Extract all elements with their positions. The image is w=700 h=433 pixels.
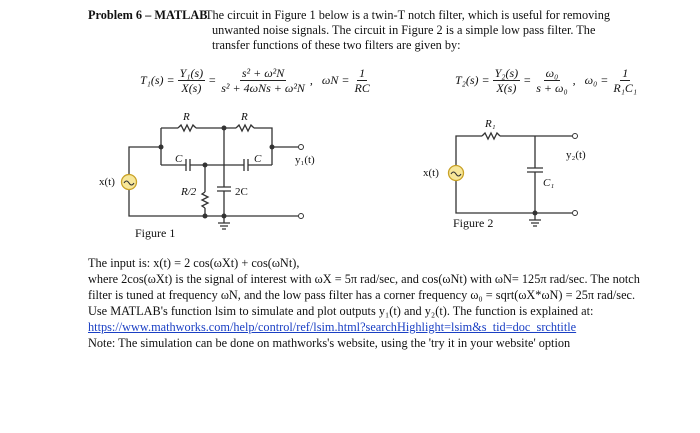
- t1-ratio-num: Y₁(s): [179, 66, 204, 80]
- lsim-doc-link[interactable]: https://www.mathworks.com/help/control/ref/lsim.html?searchHighlight=lsim&s_tid=doc_srchtitle: [88, 320, 577, 334]
- label-input-x1: x(t): [99, 176, 115, 188]
- w0-den: R₁C₁: [613, 81, 638, 95]
- label-output-y1: y₁(t): [295, 154, 315, 166]
- label-r-right: R: [241, 111, 248, 123]
- body-line-2: where 2cos(ωXt) is the signal of interest with ωX = 5π rad/sec, and cos(ωNt) with ωN= 125π rad/sec. The notch: [88, 272, 640, 286]
- transfer-function-2: T₂(s) = $\frac{\text{Y₂(s)}}{X(s)}$ = $\frac{\text{ω₀}}{\text{s + ω₀}}$ , ω₀ = $\frac{1}{\text{R₁C₁}}$: [455, 66, 638, 95]
- label-c-left: C: [175, 153, 183, 165]
- t2-tf-den: s + ω₀: [536, 81, 568, 95]
- figure1-caption: Figure 1: [135, 226, 176, 240]
- wn-lhs: ωN =: [321, 73, 350, 87]
- resistor-r-half: [202, 192, 208, 208]
- t2-lhs: T₂(s) =: [455, 73, 490, 87]
- circuit-nodes: [159, 126, 538, 219]
- t1-lhs: T₁(s) =: [140, 73, 175, 87]
- figure1-circuit: [129, 125, 572, 229]
- body-line-4: Use MATLAB's function lsim to simulate and plot outputs y₁(t) and y₂(t). The function is explained at:: [88, 304, 594, 318]
- label-r-half: R/2: [181, 186, 197, 198]
- t2-ratio-den: X(s): [496, 81, 517, 95]
- label-c-right: C: [254, 153, 262, 165]
- body-line-1: The input is: x(t) = 2 cos(ωXt) + cos(ωNt),: [88, 256, 300, 270]
- t1-tf-den: s² + 4ωNs + ω²N: [221, 81, 305, 95]
- figure2-caption: Figure 2: [453, 216, 494, 230]
- t2-ratio-num: Y₂(s): [494, 66, 519, 80]
- label-r-left: R: [183, 111, 190, 123]
- resistor-r-left: [178, 125, 196, 131]
- label-c1: C₁: [543, 177, 555, 189]
- wn-den: RC: [354, 81, 370, 95]
- transfer-function-1: T₁(s) = $\frac{\text{Y₁(s)}}{X(s)}$ = $\frac{\text{s² + ω²N}}{\text{s² + 4ωNs + ω²N}}$ , ωN = $\frac{1}{RC}$: [140, 66, 370, 95]
- t1-ratio-den: X(s): [181, 81, 202, 95]
- label-r1: R₁: [485, 118, 496, 130]
- problem-heading: Problem 6 – MATLAB: [88, 8, 208, 22]
- body-line-3: filter is tuned at frequency ωN, and the low pass filter has a corner frequency ω₀ = sqrt(ωX*ωN) = 25π rad/sec.: [88, 288, 636, 302]
- w0-num: 1: [622, 66, 629, 80]
- w0-lhs: ω₀ =: [584, 73, 609, 87]
- label-2c: 2C: [235, 186, 248, 198]
- wn-num: 1: [359, 66, 366, 80]
- resistor-r-right: [236, 125, 254, 131]
- intro-line-3: transfer functions of these two filters are given by:: [212, 38, 461, 52]
- label-output-y2: y₂(t): [566, 149, 586, 161]
- intro-line-1: The circuit in Figure 1 below is a twin-T notch filter, which is useful for removing: [205, 8, 610, 22]
- note-line: Note: The simulation can be done on mathworks's website, using the 'try it in your website' option: [88, 336, 571, 350]
- ac-source-icon: [122, 166, 464, 190]
- t2-tf-num: ω₀: [545, 66, 559, 80]
- label-input-x2: x(t): [423, 167, 439, 179]
- t1-tf-num: s² + ω²N: [241, 66, 285, 80]
- resistor-r1: [482, 133, 500, 139]
- intro-line-2: unwanted noise signals. The circuit in Figure 2 is a simple low pass filter. The: [212, 23, 596, 37]
